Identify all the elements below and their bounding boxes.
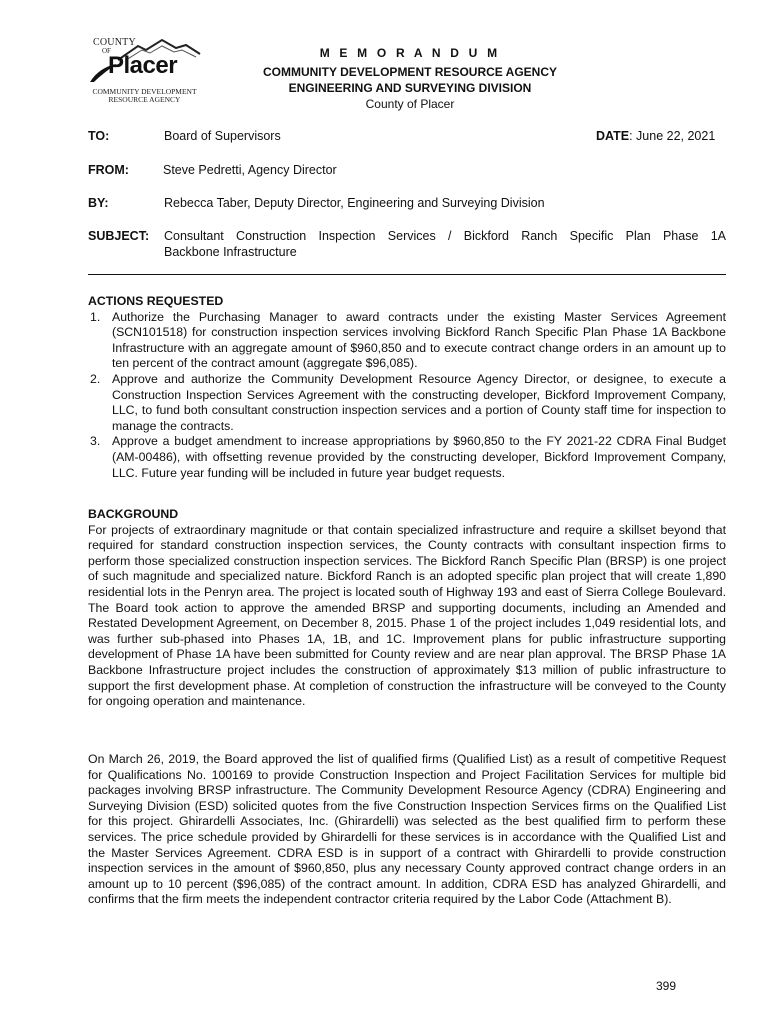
subject-label-group xyxy=(88,228,149,244)
divider-rule xyxy=(88,274,726,275)
action-item xyxy=(88,434,726,481)
to-value: Board of Supervisors xyxy=(164,129,281,143)
subject-line1: Consultant Construction Inspection Services / Bickford Ranch Specific Plan Phase 1A xyxy=(164,229,726,243)
background-paragraph-1: For projects of extraordinary magnitude or that contain specialized infrastructure and require a skillset beyond that required for standard construction inspection services, the County contracts with consultant inspection firms to perform those specialized construction inspection services. The Bickford Ranch Specific Plan (BRSP) is one project of such magnitude and specialized nature. Bickford Ranch is an adopted specific plan project that will create 1,890 residential lots in the Penryn area. The project is located south of Highway 193 and east of Sierra College Boulevard. The Board took action to approve the amended BRSP and supporting documents, including an Amended and Restated Development Agreement, on December 8, 2015. Phase 1 of the project includes 1,049 residential lots, and was further sub-phased into Phases 1A, 1B, and 1C. Improvement plans for public infrastructure supporting development of Phase 1A have been submitted for County review and are near plan approval. The BRSP Phase 1A Backbone Infrastructure project includes the construction of approximately $13 million of public infrastructure to support the first development phase. At completion of construction the infrastructure will be conveyed to the County for ongoing operation and maintenance. xyxy=(88,522,726,709)
action-number: 2. xyxy=(90,371,101,386)
to-label: TO: xyxy=(88,129,110,143)
action-item xyxy=(88,310,726,372)
background-paragraph-2-block xyxy=(88,752,726,908)
logo-agency-line1: COMMUNITY DEVELOPMENT xyxy=(92,87,197,96)
subject-colon: : xyxy=(144,229,150,243)
by-value: Rebecca Taber, Deputy Director, Engineering and Surveying Division xyxy=(164,196,545,210)
action-text: Approve and authorize the Community Development Resource Agency Director, or designee, to execute a Construction Inspection Services Agreement with the constructing developer, Bickford Improvement Company, LLC, to fund both consultant construction inspection services and a portion of County staff time for inspection to manage the contracts. xyxy=(112,371,726,433)
action-text: Approve a budget amendment to increase appropriations by $960,850 to the FY 2021-22 CDRA Final Budget (AM-00486), with offsetting revenue provided by the constructing developer, Bickford Improvement Company, LLC. Future year funding will be included in future year budget requests. xyxy=(112,434,726,480)
logo-county-text: COUNTY xyxy=(93,37,136,48)
action-number: 3. xyxy=(90,434,101,449)
actions-list xyxy=(88,310,726,482)
subject-label: SUBJECT xyxy=(88,229,145,243)
date-label: DATE xyxy=(596,129,630,143)
logo-placer-text: Placer xyxy=(108,52,178,79)
date-value: : June 22, 2021 xyxy=(629,129,716,143)
division-title: ENGINEERING AND SURVEYING DIVISION xyxy=(288,81,532,95)
action-item xyxy=(88,372,726,434)
background-section xyxy=(88,507,726,710)
logo-of-text: OF xyxy=(102,47,111,55)
memo-title: M E M O R A N D U M xyxy=(319,46,501,60)
from-value: Steve Pedretti, Agency Director xyxy=(163,163,337,177)
page-number: 399 xyxy=(656,979,677,993)
from-label: FROM: xyxy=(88,163,129,177)
subject-line2: Backbone Infrastructure xyxy=(164,245,297,259)
action-number: 1. xyxy=(90,309,101,324)
date-field xyxy=(596,128,715,144)
actions-heading: ACTIONS REQUESTED xyxy=(88,294,224,308)
county-title: County of Placer xyxy=(365,97,455,111)
agency-title: COMMUNITY DEVELOPMENT RESOURCE AGENCY xyxy=(262,65,558,79)
actions-section xyxy=(88,294,726,481)
background-paragraph-2: On March 26, 2019, the Board approved the list of qualified firms (Qualified List) as a result of competitive Request for Qualifications No. 100169 to provide Construction Inspection and Project Facilitation Services for multiple bid packages involving BRSP infrastructure. The Community Development Resource Agency (CDRA) Engineering and Surveying Division (ESD) solicited quotes from the five Construction Inspection Services firms on the Qualified List for this project. Ghirardelli Associates, Inc. (Ghirardelli) was selected as the best qualified firm to perform these services. The price schedule provided by Ghirardelli for these services is in accordance with the Qualified List and the Master Services Agreement. CDRA ESD is in support of a contract with Ghirardelli to provide construction inspection services in the amount of $960,850, plus any necessary County approved contract change orders in an amount up to 10 percent ($96,085) of the contract amount. In addition, CDRA ESD has analyzed Ghirardelli, and confirms that the firm meets the independent contractor criteria required by the Labor Code (Attachment B). xyxy=(88,752,726,907)
background-heading: BACKGROUND xyxy=(88,507,179,521)
action-text: Authorize the Purchasing Manager to award contracts under the existing Master Services Agreement (SCN101518) for construction inspection services involving Bickford Ranch Specific Plan Phase 1A Backbone Infrastructure with an aggregate amount of $960,850 and to execute contract change orders in an amount up to ten percent of the contract amount (aggregate $96,085). xyxy=(112,309,726,371)
by-label: BY: xyxy=(88,196,109,210)
logo-agency-line2: RESOURCE AGENCY xyxy=(108,95,181,104)
